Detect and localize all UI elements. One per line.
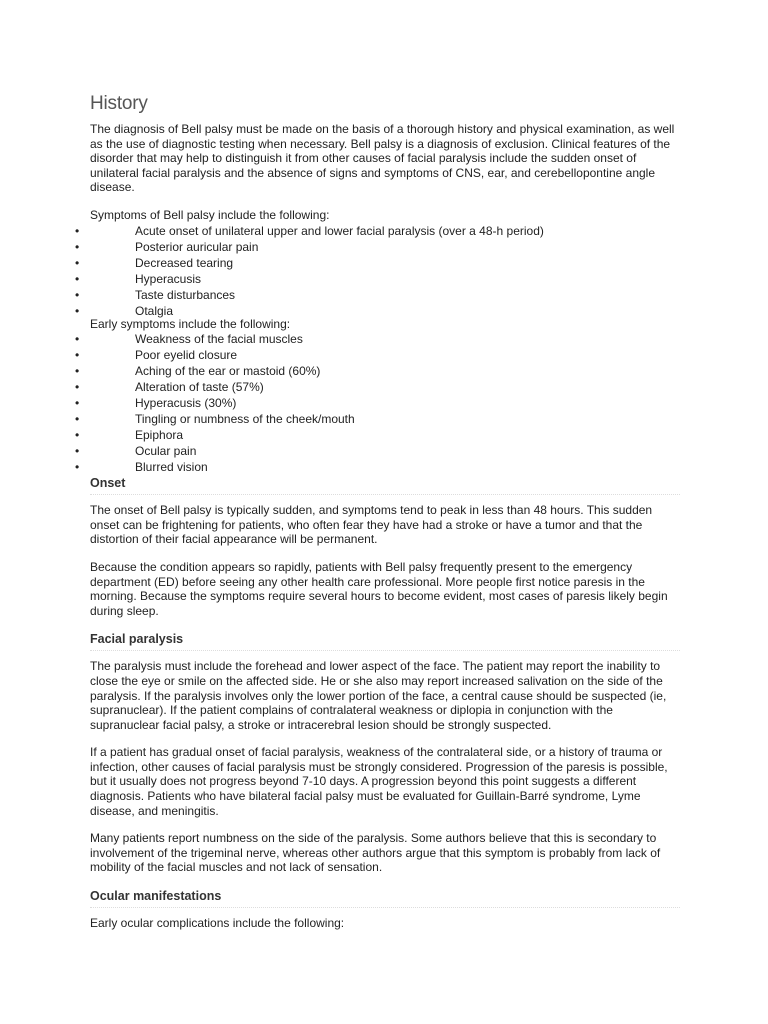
bullet-icon: • <box>75 460 80 475</box>
list-item: • Poor eyelid closure <box>75 348 238 363</box>
list-item: • Weakness of the facial muscles <box>75 332 303 347</box>
facial-paragraph-3: Many patients report numbness on the side of the paralysis. Some authors believe that this is secondary to involvement of the trigeminal nerve, whereas other authors argue that this symptom is probably from lack of mobility of the facial muscles and not lack of sensation. <box>90 831 661 875</box>
ocular-manifestations-heading: Ocular manifestations <box>90 888 680 908</box>
facial-paralysis-heading: Facial paralysis <box>90 631 680 651</box>
bullet-icon: • <box>75 332 80 347</box>
list-item: • Decreased tearing <box>75 255 234 270</box>
bullet-icon: • <box>75 380 80 395</box>
early-symptoms-list <box>75 331 680 475</box>
article-body <box>75 93 680 931</box>
bullet-icon: • <box>75 364 80 379</box>
bullet-icon: • <box>75 412 80 427</box>
history-paragraph: The diagnosis of Bell palsy must be made on the basis of a thorough history and physical examination, as well as the use of diagnostic testing when necessary. Bell palsy is a diagnosis of exclusion. Clinical features of the disorder that may help to distinguish it from other causes of facial paralysis include the sudden onset of unilateral facial paralysis and the absence of signs and symptoms of CNS, ear, and cerebellopontine angle disease. <box>90 122 675 195</box>
bullet-icon: • <box>75 348 80 363</box>
bullet-icon: • <box>75 303 80 318</box>
history-heading: History <box>90 93 148 114</box>
list-item: • Otalgia <box>75 303 174 318</box>
list-item: • Tingling or numbness of the cheek/mouth <box>75 412 355 427</box>
bullet-icon: • <box>75 287 80 302</box>
list-item: • Blurred vision <box>75 460 208 475</box>
list-item: • Hyperacusis (30%) <box>75 396 237 411</box>
list-item: • Aching of the ear or mastoid (60%) <box>75 364 321 379</box>
list-item: • Ocular pain <box>75 444 197 459</box>
bullet-icon: • <box>75 428 80 443</box>
bullet-icon: • <box>75 223 80 238</box>
list-item: • Acute onset of unilateral upper and lower facial paralysis (over a 48-h period) <box>75 223 544 238</box>
bullet-icon: • <box>75 239 80 254</box>
bullet-icon: • <box>75 255 80 270</box>
bullet-icon: • <box>75 271 80 286</box>
onset-paragraph-2: Because the condition appears so rapidly, patients with Bell palsy frequently present to the emergency department (ED) before seeing any other health care professional. More people first notice paresis in the morning. Because the symptoms require several hours to become evident, most cases of paresis likely begin during sleep. <box>90 559 668 618</box>
list-item: • Posterior auricular pain <box>75 239 259 254</box>
early-symptoms-intro: Early symptoms include the following: <box>90 316 291 331</box>
ocular-intro: Early ocular complications include the following: <box>90 916 345 931</box>
facial-paragraph-1: The paralysis must include the forehead and lower aspect of the face. The patient may report the inability to close the eye or smile on the affected side. He or she also may report increased salivation on the side of the paralysis. If the paralysis involves only the lower portion of the face, a central cause should be suspected (ie, supranuclear). If the patient complains of contralateral weakness or diplopia in conjunction with the supranuclear facial palsy, a stroke or intracerebral lesion should be strongly suspected. <box>90 659 667 732</box>
bullet-icon: • <box>75 396 80 411</box>
list-item: • Taste disturbances <box>75 287 236 302</box>
list-item: • Hyperacusis <box>75 271 202 286</box>
list-item: • Epiphora <box>75 428 184 443</box>
symptoms-intro: Symptoms of Bell palsy include the following: <box>90 207 330 222</box>
bullet-icon: • <box>75 444 80 459</box>
facial-paragraph-2: If a patient has gradual onset of facial paralysis, weakness of the contralateral side, or a history of trauma or infection, other causes of facial paralysis must be strongly considered. Progression of the paresis is possible, but it usually does not progress beyond 7-10 days. A progression beyond this point suggests a different diagnosis. Patients who have bilateral facial palsy must be evaluated for Guillain-Barré syndrome, Lyme disease, and meningitis. <box>90 745 668 818</box>
onset-heading: Onset <box>90 475 680 495</box>
list-item: • Alteration of taste (57%) <box>75 380 264 395</box>
onset-paragraph-1: The onset of Bell palsy is typically sudden, and symptoms tend to peak in less than 48 hours. This sudden onset can be frightening for patients, who often fear they have had a stroke or have a tumor and that the distortion of their facial appearance will be permanent. <box>90 503 653 547</box>
symptoms-list <box>75 223 680 319</box>
